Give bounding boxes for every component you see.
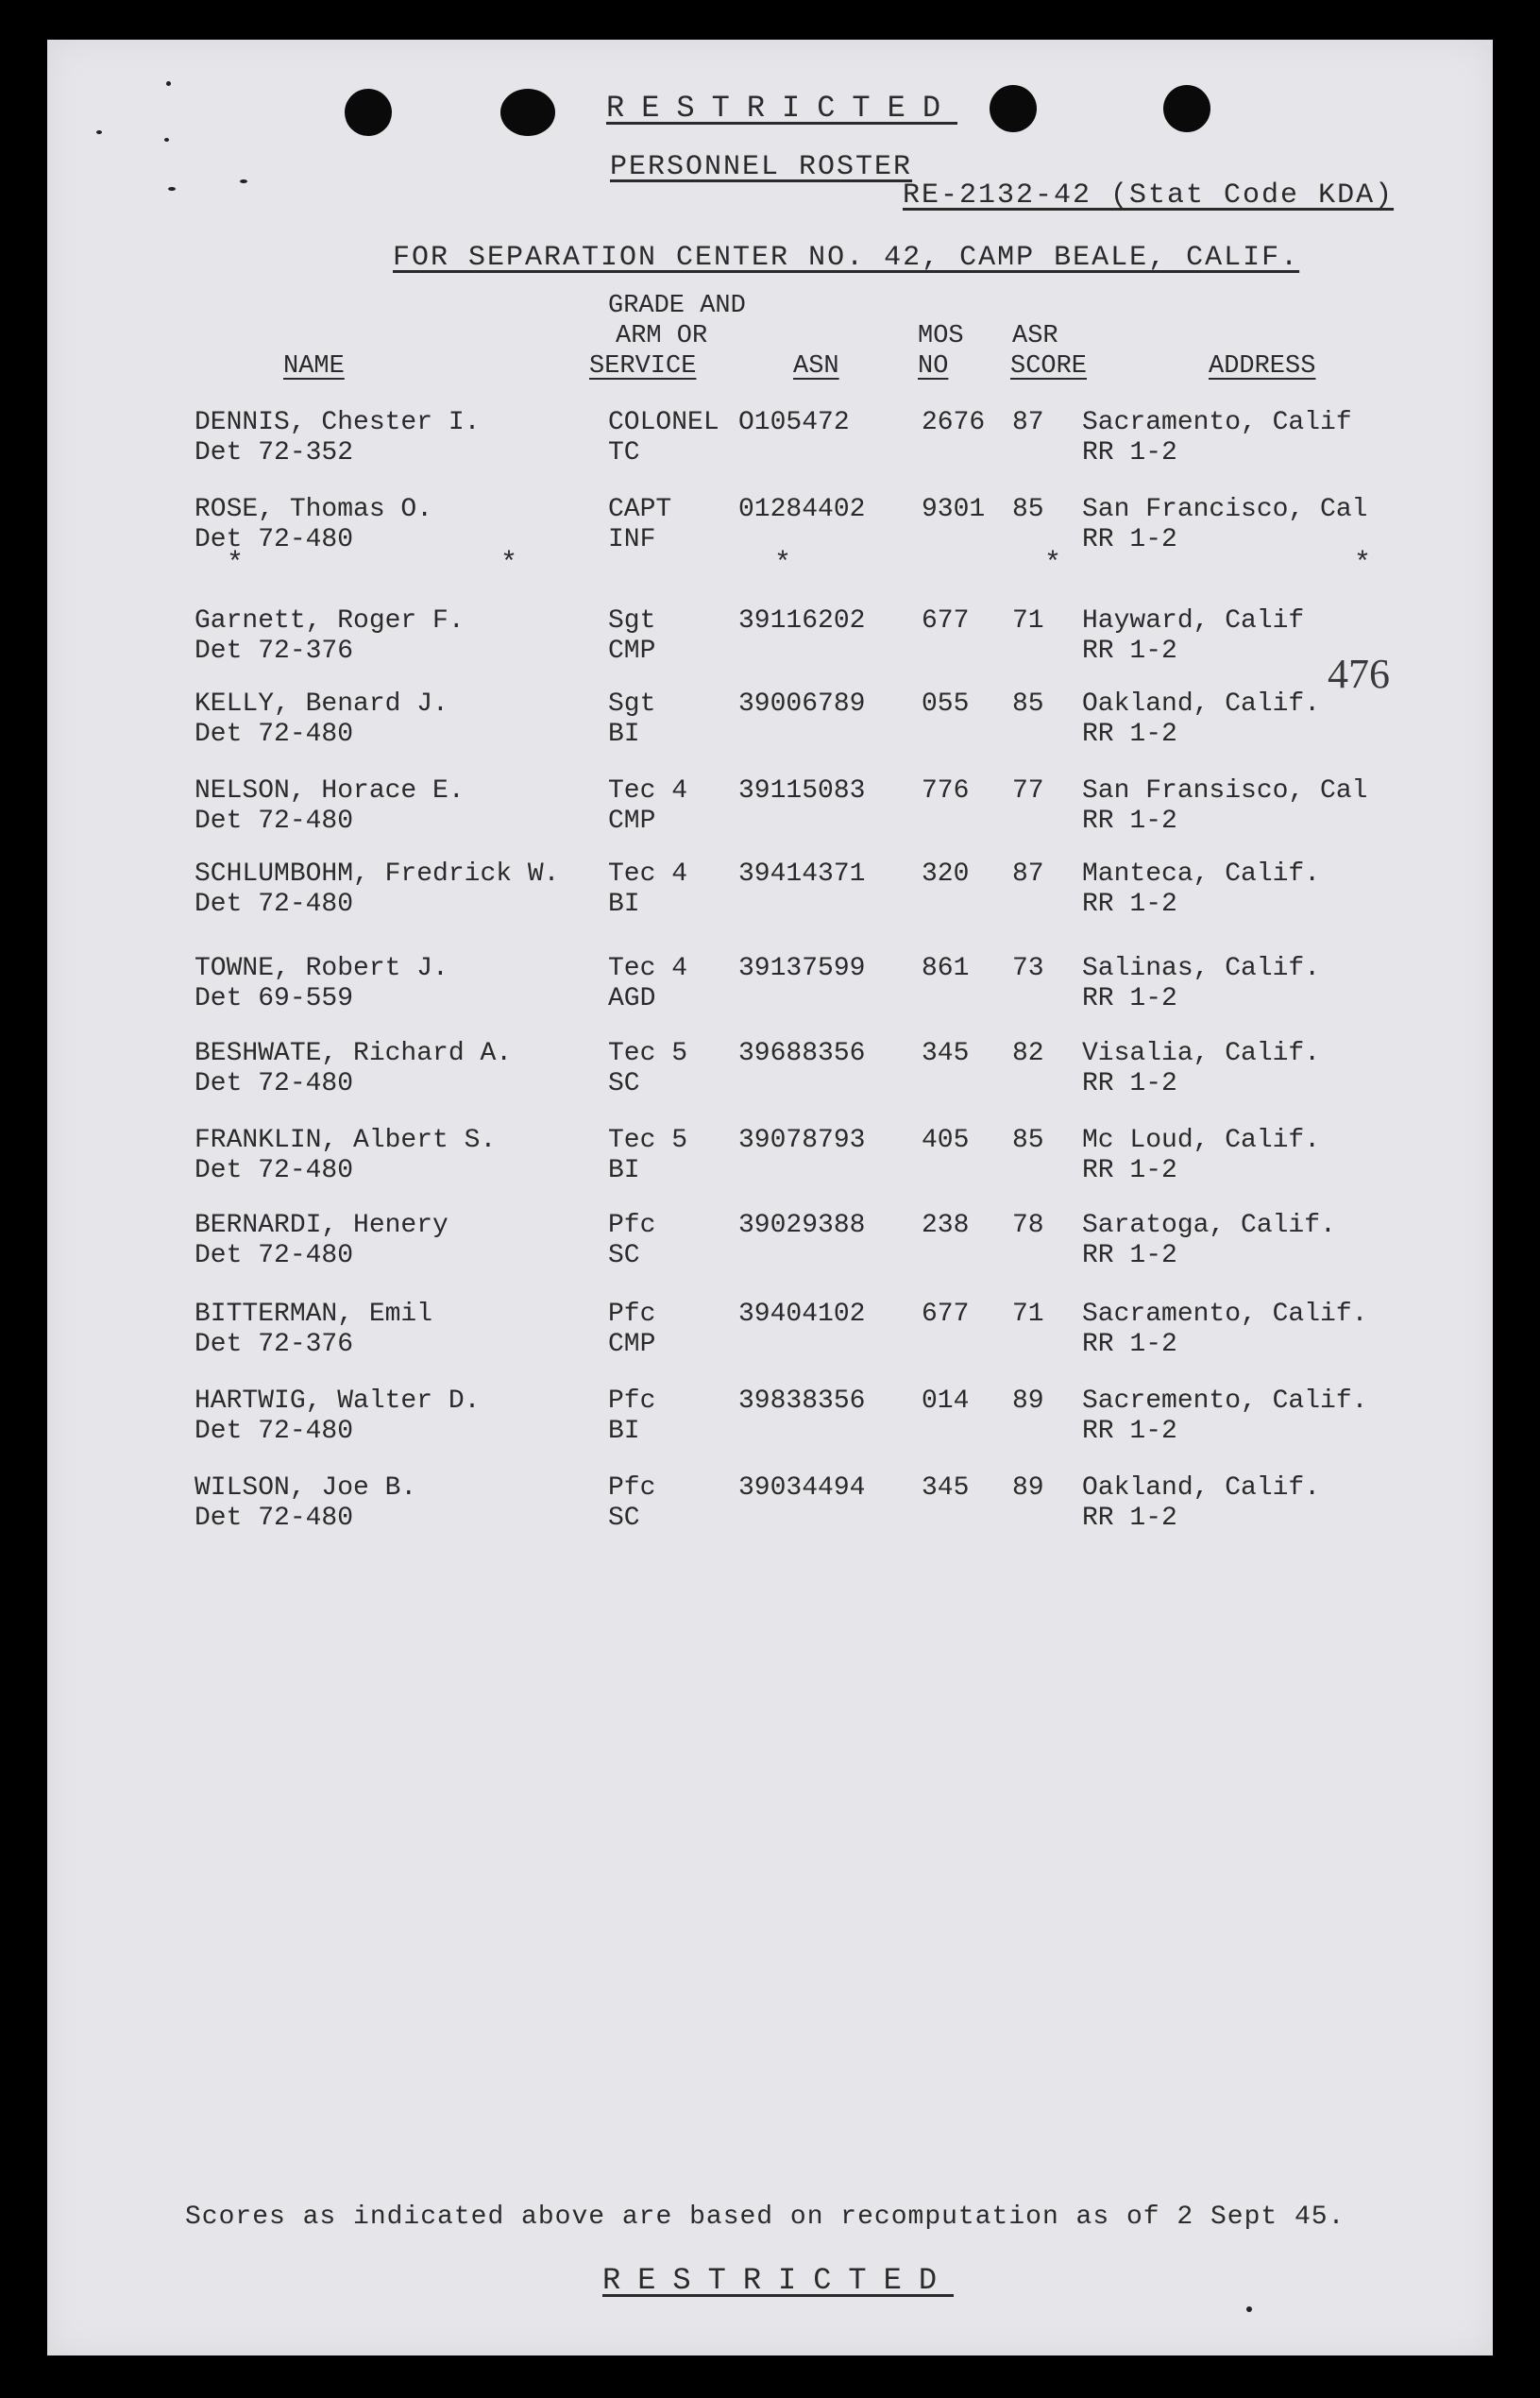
- soldier-name: DENNIS, Chester I.: [195, 408, 481, 437]
- grade: CAPT: [608, 495, 672, 524]
- asn: 39029388: [738, 1211, 866, 1240]
- address: Saratoga, Calif.: [1082, 1211, 1336, 1240]
- arm-or-service: INF: [608, 525, 656, 554]
- mos-number: 320: [922, 859, 970, 889]
- address-rr: RR 1-2: [1082, 984, 1177, 1013]
- asr-score: 85: [1012, 495, 1044, 524]
- detachment: Det 72-480: [195, 1069, 354, 1098]
- grade: Sgt: [608, 689, 656, 719]
- arm-or-service: SC: [608, 1069, 640, 1098]
- soldier-name: BITTERMAN, Emil: [195, 1300, 433, 1329]
- asn: 39115083: [738, 776, 866, 806]
- arm-or-service: SC: [608, 1504, 640, 1533]
- soldier-name: ROSE, Thomas O.: [195, 495, 433, 524]
- asn: 39137599: [738, 954, 866, 983]
- asn: O105472: [738, 408, 850, 437]
- mos-number: 677: [922, 1300, 970, 1329]
- asr-score: 87: [1012, 408, 1044, 437]
- grade: Tec 5: [608, 1039, 688, 1068]
- grade: Pfc: [608, 1211, 656, 1240]
- arm-or-service: BI: [608, 890, 640, 919]
- address: Sacramento, Calif.: [1082, 1300, 1368, 1329]
- mos-number: 776: [922, 776, 970, 806]
- address-rr: RR 1-2: [1082, 1330, 1177, 1359]
- asterisk-mark: *: [1044, 548, 1062, 580]
- address: Oakland, Calif.: [1082, 1473, 1321, 1503]
- address-rr: RR 1-2: [1082, 438, 1177, 468]
- asr-score: 89: [1012, 1386, 1044, 1416]
- arm-or-service: BI: [608, 1156, 640, 1185]
- detachment: Det 72-376: [195, 637, 354, 666]
- grade: Pfc: [608, 1386, 656, 1416]
- asterisk-mark: *: [774, 548, 792, 580]
- asn: 39414371: [738, 859, 866, 889]
- address: Oakland, Calif.: [1082, 689, 1321, 719]
- soldier-name: WILSON, Joe B.: [195, 1473, 417, 1503]
- soldier-name: BERNARDI, Henery: [195, 1211, 448, 1240]
- asterisk-mark: *: [227, 548, 245, 580]
- asr-score: 89: [1012, 1473, 1044, 1503]
- mos-number: 055: [922, 689, 970, 719]
- asr-score: 71: [1012, 606, 1044, 636]
- detachment: Det 72-480: [195, 525, 354, 554]
- header-asr-1: ASR: [1012, 322, 1058, 350]
- detachment: Det 72-352: [195, 438, 354, 468]
- arm-or-service: TC: [608, 438, 640, 468]
- asr-score: 78: [1012, 1211, 1044, 1240]
- mos-number: 345: [922, 1039, 970, 1068]
- arm-or-service: CMP: [608, 637, 656, 666]
- arm-or-service: CMP: [608, 1330, 656, 1359]
- address-rr: RR 1-2: [1082, 1241, 1177, 1270]
- address: Hayward, Calif: [1082, 606, 1305, 636]
- asn: 39688356: [738, 1039, 866, 1068]
- soldier-name: Garnett, Roger F.: [195, 606, 465, 636]
- asn: 39116202: [738, 606, 866, 636]
- report-code: RE-2132-42 (Stat Code KDA): [903, 179, 1395, 212]
- soldier-name: TOWNE, Robert J.: [195, 954, 448, 983]
- asn: 39078793: [738, 1126, 866, 1155]
- grade: Tec 4: [608, 859, 688, 889]
- asterisk-mark: *: [1354, 548, 1372, 580]
- mos-number: 677: [922, 606, 970, 636]
- arm-or-service: BI: [608, 1417, 640, 1446]
- punch-hole-2: [500, 89, 555, 136]
- address: Visalia, Calif.: [1082, 1039, 1321, 1068]
- grade: COLONEL: [608, 408, 719, 437]
- address: Sacremento, Calif.: [1082, 1386, 1368, 1416]
- asn: 39006789: [738, 689, 866, 719]
- mos-number: 2676: [922, 408, 986, 437]
- punch-hole-4: [1163, 85, 1210, 132]
- soldier-name: FRANKLIN, Albert S.: [195, 1126, 497, 1155]
- grade: Tec 4: [608, 776, 688, 806]
- address-rr: RR 1-2: [1082, 637, 1177, 666]
- mos-number: 345: [922, 1473, 970, 1503]
- punch-hole-1: [345, 89, 392, 136]
- asr-score: 71: [1012, 1300, 1044, 1329]
- address: Salinas, Calif.: [1082, 954, 1321, 983]
- address-rr: RR 1-2: [1082, 1504, 1177, 1533]
- address: Sacramento, Calif: [1082, 408, 1352, 437]
- header-grade-2: ARM OR: [616, 322, 708, 350]
- address-rr: RR 1-2: [1082, 525, 1177, 554]
- asr-score: 85: [1012, 689, 1044, 719]
- address-rr: RR 1-2: [1082, 1069, 1177, 1098]
- detachment: Det 72-480: [195, 1504, 354, 1533]
- header-name: NAME: [283, 352, 345, 381]
- address-rr: RR 1-2: [1082, 1156, 1177, 1185]
- header-mos-2: NO: [918, 352, 949, 381]
- roster-title: PERSONNEL ROSTER: [610, 151, 913, 183]
- document-page: [47, 40, 1493, 2355]
- asr-score: 82: [1012, 1039, 1044, 1068]
- asn: 39838356: [738, 1386, 866, 1416]
- address: Manteca, Calif.: [1082, 859, 1321, 889]
- asn: 39404102: [738, 1300, 866, 1329]
- arm-or-service: SC: [608, 1241, 640, 1270]
- arm-or-service: CMP: [608, 807, 656, 836]
- soldier-name: NELSON, Horace E.: [195, 776, 465, 806]
- asterisk-mark: *: [500, 548, 518, 580]
- detachment: Det 72-480: [195, 1156, 354, 1185]
- header-asr-2: SCORE: [1010, 352, 1088, 381]
- arm-or-service: AGD: [608, 984, 656, 1013]
- asn: 01284402: [738, 495, 866, 524]
- mos-number: 861: [922, 954, 970, 983]
- punch-hole-3: [990, 85, 1037, 132]
- mos-number: 405: [922, 1126, 970, 1155]
- grade: Sgt: [608, 606, 656, 636]
- asr-score: 73: [1012, 954, 1044, 983]
- classification-top: RESTRICTED: [606, 91, 958, 126]
- asr-score: 77: [1012, 776, 1044, 806]
- mos-number: 238: [922, 1211, 970, 1240]
- address-rr: RR 1-2: [1082, 807, 1177, 836]
- classification-bottom: RESTRICTED: [602, 2263, 955, 2298]
- header-mos-1: MOS: [918, 322, 964, 350]
- header-grade-1: GRADE AND: [608, 292, 746, 320]
- detachment: Det 72-376: [195, 1330, 354, 1359]
- grade: Pfc: [608, 1300, 656, 1329]
- grade: Tec 4: [608, 954, 688, 983]
- mos-number: 9301: [922, 495, 986, 524]
- center-line: FOR SEPARATION CENTER NO. 42, CAMP BEALE, CALIF.: [393, 242, 1300, 274]
- detachment: Det 69-559: [195, 984, 354, 1013]
- detachment: Det 72-480: [195, 1417, 354, 1446]
- arm-or-service: BI: [608, 720, 640, 749]
- header-asn: ASN: [793, 352, 839, 381]
- address-rr: RR 1-2: [1082, 720, 1177, 749]
- footnote: Scores as indicated above are based on recomputation as of 2 Sept 45.: [185, 2202, 1345, 2232]
- asn: 39034494: [738, 1473, 866, 1503]
- soldier-name: HARTWIG, Walter D.: [195, 1386, 481, 1416]
- header-grade-3: SERVICE: [589, 352, 697, 381]
- address: San Fransisco, Cal: [1082, 776, 1368, 806]
- address: Mc Loud, Calif.: [1082, 1126, 1321, 1155]
- grade: Pfc: [608, 1473, 656, 1503]
- detachment: Det 72-480: [195, 890, 354, 919]
- address-rr: RR 1-2: [1082, 1417, 1177, 1446]
- soldier-name: KELLY, Benard J.: [195, 689, 448, 719]
- header-address: ADDRESS: [1209, 352, 1316, 381]
- detachment: Det 72-480: [195, 720, 354, 749]
- detachment: Det 72-480: [195, 1241, 354, 1270]
- asr-score: 85: [1012, 1126, 1044, 1155]
- address: San Francisco, Cal: [1082, 495, 1368, 524]
- soldier-name: BESHWATE, Richard A.: [195, 1039, 513, 1068]
- asr-score: 87: [1012, 859, 1044, 889]
- stamped-page-number: 476: [1328, 651, 1390, 697]
- soldier-name: SCHLUMBOHM, Fredrick W.: [195, 859, 560, 889]
- mos-number: 014: [922, 1386, 970, 1416]
- address-rr: RR 1-2: [1082, 890, 1177, 919]
- grade: Tec 5: [608, 1126, 688, 1155]
- detachment: Det 72-480: [195, 807, 354, 836]
